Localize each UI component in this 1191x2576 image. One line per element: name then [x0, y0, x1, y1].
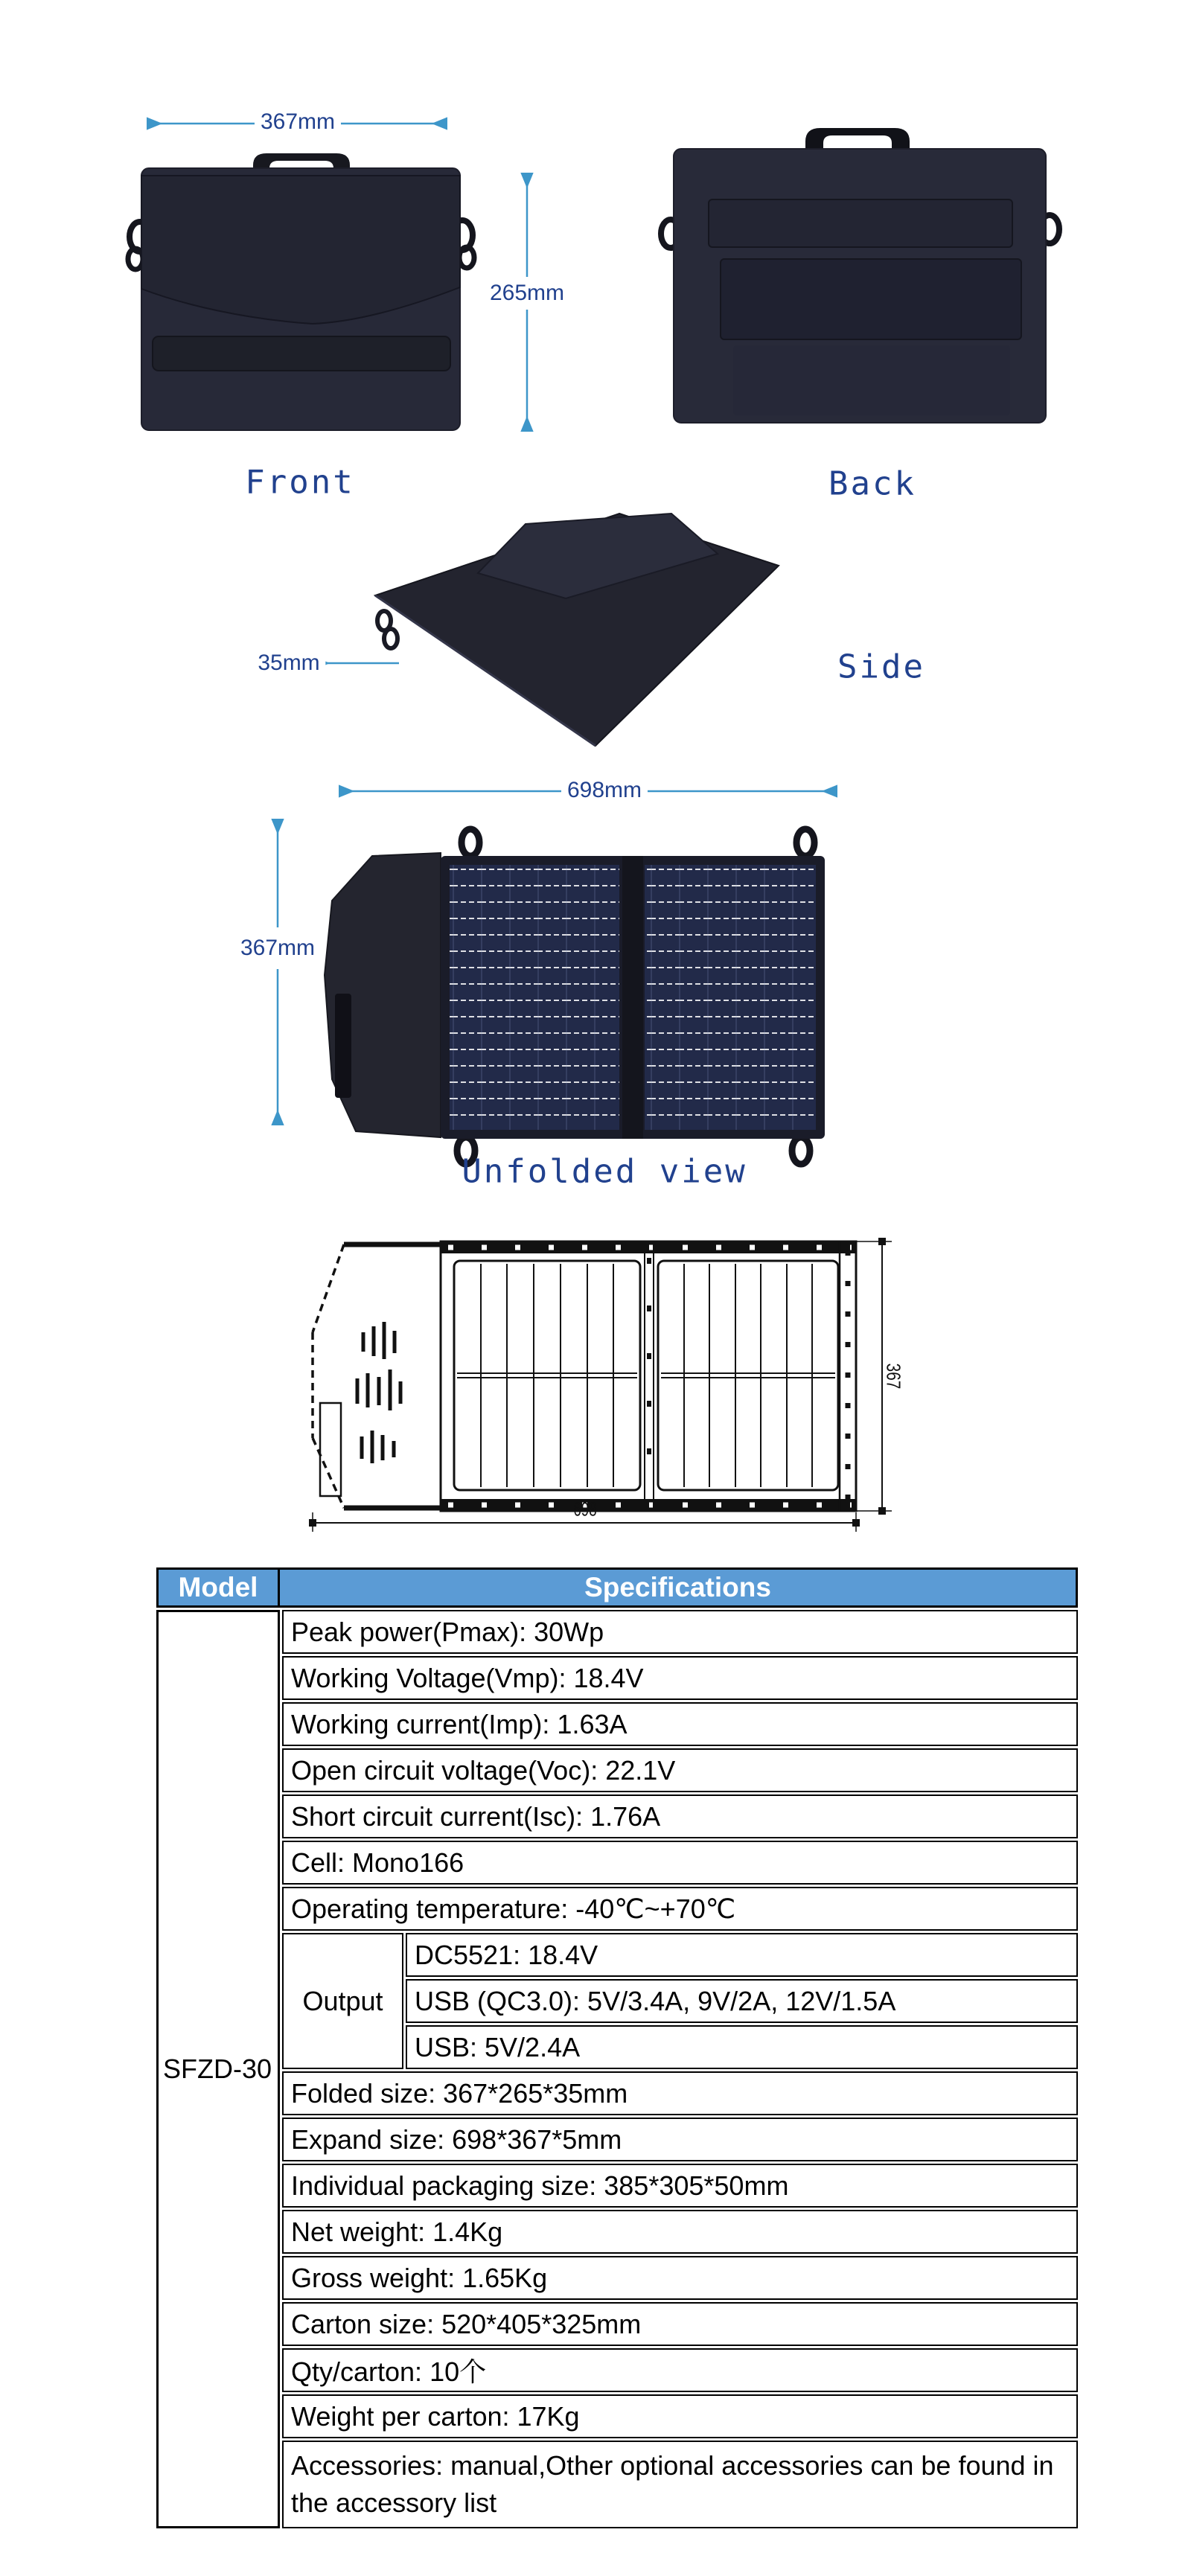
spec-row-peak-power: Peak power(Pmax): 30Wp: [282, 1610, 1078, 1654]
spec-row-working-current: Working current(Imp): 1.63A: [282, 1702, 1078, 1746]
spec-row-packaging-size: Individual packaging size: 385*305*50mm: [282, 2164, 1078, 2208]
spec-row-open-circuit-voltage: Open circuit voltage(Voc): 22.1V: [282, 1748, 1078, 1792]
cad-drawing: [309, 1238, 892, 1532]
front-bag-photo: [128, 153, 474, 430]
spec-row-carton-size: Carton size: 520*405*325mm: [282, 2302, 1078, 2346]
unfolded-view-label: Unfolded view: [462, 1152, 747, 1191]
table-header-row: [156, 1567, 1078, 1608]
spec-row-net-weight: Net weight: 1.4Kg: [282, 2210, 1078, 2254]
front-view-label: Front: [245, 463, 355, 502]
side-thickness-dimension: 35mm: [252, 651, 325, 676]
unfolded-width-dimension: 698mm: [561, 778, 648, 803]
output-label-cell: Output: [282, 1933, 403, 2069]
spec-row-working-voltage: Working Voltage(Vmp): 18.4V: [282, 1656, 1078, 1700]
model-value-cell: SFZD-30: [156, 1610, 280, 2528]
spec-row-operating-temperature: Operating temperature: -40℃~+70℃: [282, 1887, 1078, 1931]
specifications-column-header: Specifications: [280, 1567, 1078, 1608]
spec-row-cell: Cell: Mono166: [282, 1841, 1078, 1885]
output-group: [282, 1933, 1078, 2069]
side-view-photo: [375, 514, 779, 746]
spec-row-folded-size: Folded size: 367*265*35mm: [282, 2071, 1078, 2115]
side-view-label: Side: [837, 648, 925, 686]
unfolded-panel-photo: [325, 829, 825, 1164]
spec-row-output-usb: USB: 5V/2.4A: [406, 2025, 1078, 2069]
back-view-label: Back: [828, 464, 916, 503]
specifications-table: [156, 1567, 1078, 2528]
spec-row-gross-weight: Gross weight: 1.65Kg: [282, 2256, 1078, 2300]
model-column-header: Model: [156, 1567, 280, 1608]
spec-row-output-usb-qc3: USB (QC3.0): 5V/3.4A, 9V/2A, 12V/1.5A: [406, 1979, 1078, 2023]
spec-row-short-circuit-current: Short circuit current(Isc): 1.76A: [282, 1794, 1078, 1838]
front-width-dimension: 367mm: [255, 109, 341, 135]
cad-height-dimension: 367: [882, 1363, 905, 1390]
spec-row-accessories: Accessories: manual,Other optional accessories can be found in the accessory list: [282, 2441, 1078, 2528]
spec-row-qty-per-carton: Qty/carton: 10个: [282, 2348, 1078, 2392]
cad-width-dimension: 698: [573, 1498, 597, 1521]
unfolded-height-dimension: 367mm: [234, 936, 321, 961]
back-bag-photo: [661, 128, 1059, 423]
front-height-dimension: 265mm: [484, 281, 570, 306]
spec-row-weight-per-carton: Weight per carton: 17Kg: [282, 2394, 1078, 2438]
spec-row-expand-size: Expand size: 698*367*5mm: [282, 2118, 1078, 2161]
spec-row-output-dc5521: DC5521: 18.4V: [406, 1933, 1078, 1977]
